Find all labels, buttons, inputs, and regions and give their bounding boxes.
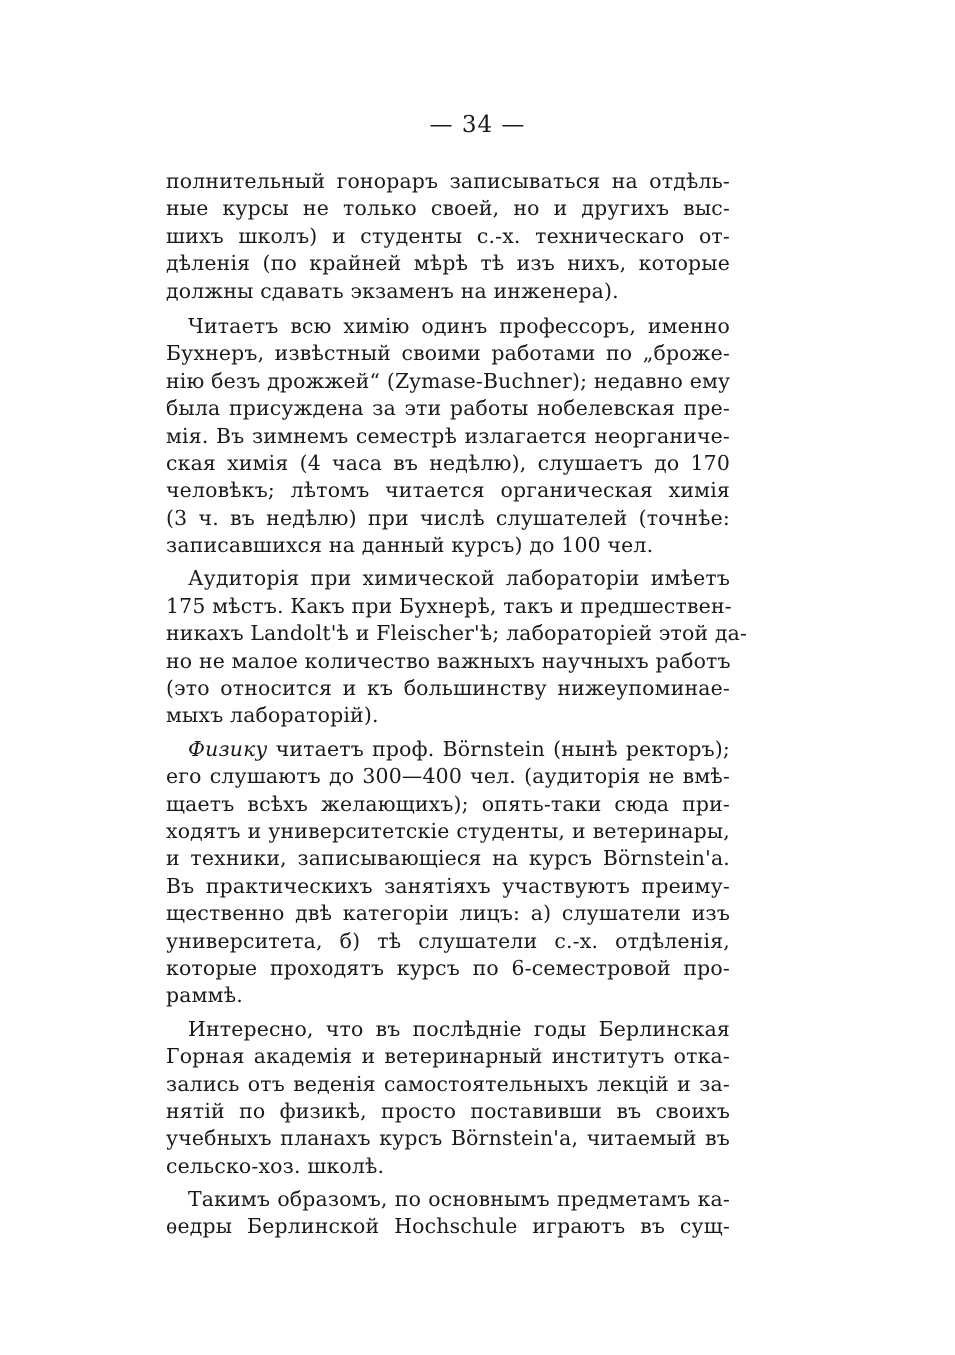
text-line: ходятъ и университетскіе студенты, и ветеринары, (166, 818, 730, 843)
text-line: Бухнеръ, извѣстный своими работами по „броже- (166, 341, 730, 366)
text-line: Въ практическихъ занятіяхъ участвуютъ преиму- (166, 873, 730, 898)
paragraph-1 (166, 168, 730, 305)
text-line: (3 ч. въ недѣлю) при числѣ слушателей (точнѣе: (166, 505, 730, 530)
text-line: нію безъ дрожжей“ (Zymase-Buchner); недавно ему (166, 368, 731, 393)
text-line: щественно двѣ категоріи лицъ: а) слушатели изъ (166, 901, 730, 926)
text-line: но не малое количество важныхъ научныхъ работъ (166, 648, 731, 673)
paragraph-2 (166, 313, 730, 560)
text-line: которые проходятъ курсъ по 6-семестровой про- (166, 955, 730, 980)
text-line: нятій по физикѣ, просто поставивши въ своихъ (166, 1098, 730, 1123)
line-rest: читаетъ проф. Börnstein (нынѣ ректоръ); (267, 736, 730, 761)
text-line: мія. Въ зимнемъ семестрѣ излагается неорганиче- (166, 423, 730, 448)
text-line: записавшихся на данный курсъ) до 100 чел. (166, 533, 654, 558)
text-line: (это относится и къ большинству нижеупоминае- (166, 676, 730, 701)
text-line: ные курсы не только своей, но и другихъ выс- (166, 196, 730, 221)
text-line: Читаетъ всю химію одинъ профессоръ, именно (188, 313, 730, 338)
text-line: и техники, записывающіеся на курсъ Börnstein'a. (166, 846, 730, 871)
text-line: Аудиторія при химической лабораторіи имѣетъ (188, 566, 730, 591)
page-number: — 34 — (429, 112, 526, 138)
text-line: зались отъ веденія самостоятельныхъ лекцій и за- (166, 1071, 730, 1096)
text-line: университета, б) тѣ слушатели с.-х. отдѣленія, (166, 928, 730, 953)
text-line: ѳедры Берлинской Hochschule играютъ въ сущ- (166, 1214, 730, 1239)
text-line: учебныхъ планахъ курсъ Börnstein'a, читаемый въ (166, 1126, 730, 1151)
paragraph-3 (166, 565, 748, 729)
paragraph-4 (166, 736, 730, 1010)
italic-term: Физику (188, 736, 268, 761)
text-line: человѣкъ; лѣтомъ читается органическая химія (166, 478, 730, 503)
paragraph-5 (166, 1016, 730, 1180)
body-text (166, 168, 748, 1247)
text-line: полнительный гонораръ записываться на отдѣль- (166, 169, 730, 193)
text-line: ская химія (4 часа въ недѣлю), слушаетъ до 170 (166, 450, 730, 475)
text-line: мыхъ лабораторій). (166, 703, 379, 728)
text-line: Интересно, что въ послѣдніе годы Берлинская (188, 1016, 730, 1041)
text-line: раммѣ. (166, 983, 243, 1008)
paragraph-6 (166, 1186, 730, 1241)
text-line: сельско-хоз. школѣ. (166, 1153, 385, 1178)
text-line: дѣленія (по крайней мѣрѣ тѣ изъ нихъ, которые (166, 251, 730, 276)
text-line (166, 736, 730, 763)
text-line: должны сдавать экзаменъ на инженера). (166, 278, 619, 303)
text-line: 175 мѣстъ. Какъ при Бухнерѣ, такъ и предшествен- (166, 593, 732, 618)
text-line: Такимъ образомъ, по основнымъ предметамъ ка- (188, 1187, 730, 1212)
text-line: шихъ школъ) и студенты с.-х. техническаго от- (166, 223, 730, 248)
text-line: никахъ Landolt'ѣ и Fleischer'ѣ; лабораторіей этой да- (166, 621, 748, 646)
text-line: Горная академія и ветеринарный институтъ отка- (166, 1044, 730, 1069)
text-line: его слушаютъ до 300—400 чел. (аудиторія не вмѣ- (166, 764, 730, 789)
text-line: щаетъ всѣхъ желающихъ); опять-таки сюда при- (166, 791, 730, 816)
text-line: была присуждена за эти работы нобелевская пре- (166, 396, 730, 421)
